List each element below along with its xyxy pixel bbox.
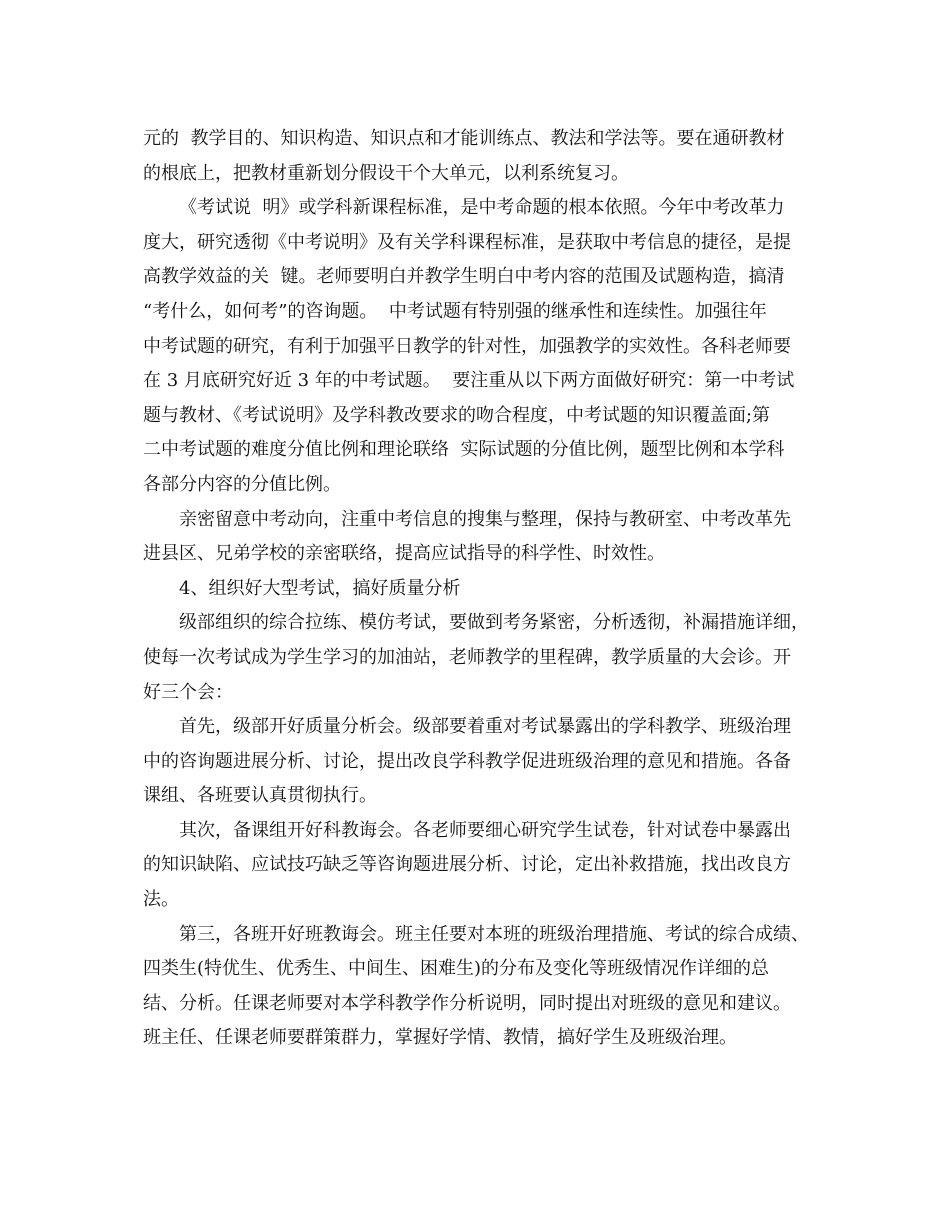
text-line: 法。 — [143, 889, 179, 911]
text-line: 二中考试题的难度分值比例和理论联络 实际试题的分值比例，题型比例和本学科 — [143, 439, 785, 461]
text-line: 结、分析。任课老师要对本学科教学作分析说明，同时提出对班级的意见和建议。 — [143, 992, 791, 1014]
text-line: 级部组织的综合拉练、模仿考试，要做到考务紧密，分析透彻，补漏措施详细， — [179, 612, 809, 634]
text-line: 亲密留意中考动向，注重中考信息的搜集与整理，保持与教研室、中考改革先 — [179, 508, 791, 530]
text-line: 第三，各班开好班教诲会。班主任要对本班的班级治理措施、考试的综合成绩、 — [179, 923, 809, 945]
text-line: 高教学效益的关 键。老师要明白并教学生明白中考内容的范围及试题构造，搞清 — [143, 266, 785, 288]
text-line: 的知识缺陷、应试技巧缺乏等咨询题进展分析、讨论，定出补救措施，找出改良方 — [143, 854, 791, 876]
text-line: 中考试题的研究，有利于加强平日教学的针对性，加强教学的实效性。各科老师要 — [143, 335, 791, 357]
text-line: 首先，级部开好质量分析会。级部要着重对考试暴露出的学科教学、班级治理 — [179, 716, 791, 738]
text-line: 的根底上，把教材重新划分假设干个大单元，以利系统复习。 — [143, 162, 629, 184]
text-line: 课组、各班要认真贯彻执行。 — [143, 785, 377, 807]
text-line: 度大，研究透彻《中考说明》及有关学科课程标准，是获取中考信息的捷径，是提 — [143, 231, 791, 253]
text-line: 四类生(特优生、优秀生、中间生、困难生)的分布及变化等班级情况作详细的总 — [143, 958, 770, 980]
text-line: 《考试说 明》或学科新课程标准，是中考命题的根本依照。今年中考改革力 — [179, 197, 785, 219]
text-line: 使每一次考试成为学生学习的加油站，老师教学的里程碑，教学质量的大会诊。开 — [143, 646, 791, 668]
text-line: 题与教材、《考试说明》及学科教改要求的吻合程度，中考试题的知识覆盖面;第 — [143, 404, 771, 426]
text-line: 在 3 月底研究好近 3 年的中考试题。 要注重从以下两方面做好研究：第一中考试 — [143, 370, 795, 392]
text-line: 班主任、任课老师要群策群力，掌握好学情、教情，搞好学生及班级治理。 — [143, 1027, 737, 1049]
text-line: 中的咨询题进展分析、讨论，提出改良学科教学促进班级治理的意见和措施。各备 — [143, 750, 791, 772]
text-line: 其次，备课组开好科教诲会。各老师要细心研究学生试卷，针对试卷中暴露出 — [179, 819, 791, 841]
text-line: “考什么，如何考”的咨询题。 中考试题有特别强的继承性和连续性。加强往年 — [143, 300, 767, 322]
text-line: 元的 教学目的、知识构造、知识点和才能训练点、教法和学法等。要在通研教材 — [143, 128, 785, 149]
text-line: 各部分内容的分值比例。 — [143, 473, 341, 495]
text-line: 进县区、兄弟学校的亲密联络，提高应试指导的科学性、时效性。 — [143, 543, 665, 565]
body-text — [143, 122, 813, 1056]
text-line: 好三个会： — [143, 681, 233, 703]
text-line: 4、组织好大型考试，搞好质量分析 — [179, 577, 461, 599]
